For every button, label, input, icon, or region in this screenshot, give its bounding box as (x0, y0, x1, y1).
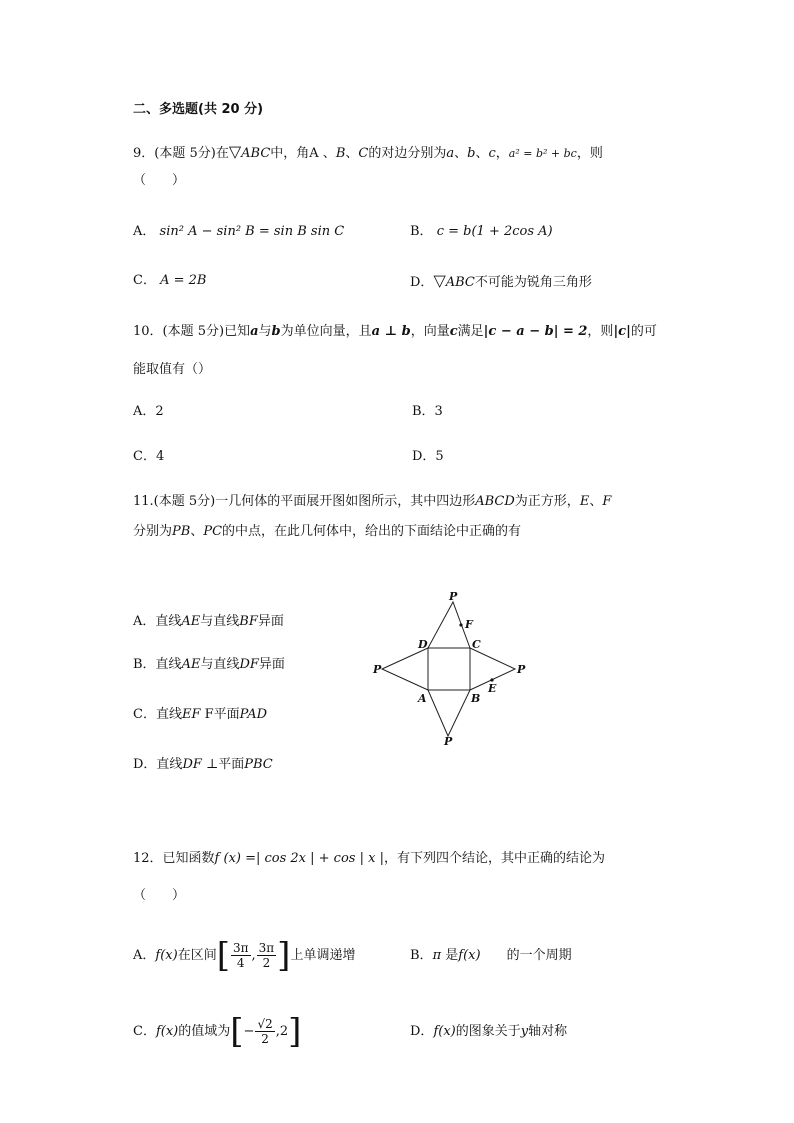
q11-option-a[interactable]: A．直线AE与直线BF异面 (133, 614, 284, 629)
q10-option-c[interactable]: C．4 (133, 449, 165, 464)
q10-stem: 10．(本题 5分)已知a与b为单位向量，且a ⊥ b，向量c满足|c − a − b| = 2，则|c|的可 (133, 324, 657, 339)
label-d: D (418, 638, 428, 651)
label-c: C (472, 638, 481, 651)
point-f (459, 623, 462, 626)
q12-option-c[interactable]: C．f(x)的值域为[− $\frac{√2}{2}$ ,2] (133, 1011, 302, 1052)
q9-option-c[interactable]: C． A = 2B (133, 273, 207, 288)
square-abcd (428, 648, 470, 690)
bottom-triangle (428, 690, 470, 736)
q11-option-d[interactable]: D．直线DF ⊥平面PBC (133, 757, 273, 772)
label-p-top: P (449, 592, 458, 603)
label-p-right: P (517, 663, 526, 676)
label-e: E (488, 682, 497, 695)
net-diagram (370, 592, 530, 747)
q11-stem-line2: 分别为PB、PC的中点，在此几何体中，给出的下面结论中正确的有 (133, 524, 522, 539)
q9-paren: （ ） (133, 173, 186, 188)
q11-stem-line1: 11.(本题 5分)一几何体的平面展开图如图所示，其中四边形ABCD为正方形，E、F (133, 494, 612, 509)
q10-option-b[interactable]: B．3 (412, 404, 443, 419)
q9-option-a[interactable]: A． sin² A − sin² B = sin B sin C (133, 224, 345, 239)
left-triangle (382, 648, 428, 690)
q11-option-b[interactable]: B．直线AE与直线DF异面 (133, 657, 285, 672)
label-a: A (418, 692, 427, 705)
top-triangle (428, 602, 470, 648)
q9-stem: 9．(本题 5分)在▽ABC中，角A 、B、C的对边分别为a、b、c，a² = b² + bc，则 (133, 142, 603, 161)
q12-paren: （ ） (133, 888, 186, 903)
q10-option-d[interactable]: D．5 (412, 449, 444, 464)
q11-option-c[interactable]: C．直线EF F平面PAD (133, 707, 268, 722)
q10-line2: 能取值有（） (133, 362, 212, 377)
label-f: F (465, 618, 473, 631)
q12-stem: 12．已知函数f (x) =| cos 2x | + cos | x |，有下列四个结论，其中正确的结论为 (133, 851, 605, 866)
q12-option-b[interactable]: B．π 是f(x) 的一个周期 (410, 948, 572, 963)
q9-option-b[interactable]: B． c = b(1 + 2cos A) (410, 224, 553, 239)
q9-option-d[interactable]: D．▽ABC不可能为锐角三角形 (410, 271, 592, 290)
q10-option-a[interactable]: A．2 (133, 404, 164, 419)
section-title: 二、多选题(共 20 分) (133, 102, 264, 117)
label-p-left: P (373, 663, 382, 676)
label-b: B (471, 692, 481, 705)
label-p-bottom: P (444, 735, 453, 747)
q12-option-a[interactable]: A．f(x)在区间[ $\frac{3\pi}{4}$ , $\frac{3\pi}{2}$ ]上单调递增 (133, 935, 356, 976)
q12-option-d[interactable]: D．f(x)的图象关于y轴对称 (410, 1024, 568, 1039)
